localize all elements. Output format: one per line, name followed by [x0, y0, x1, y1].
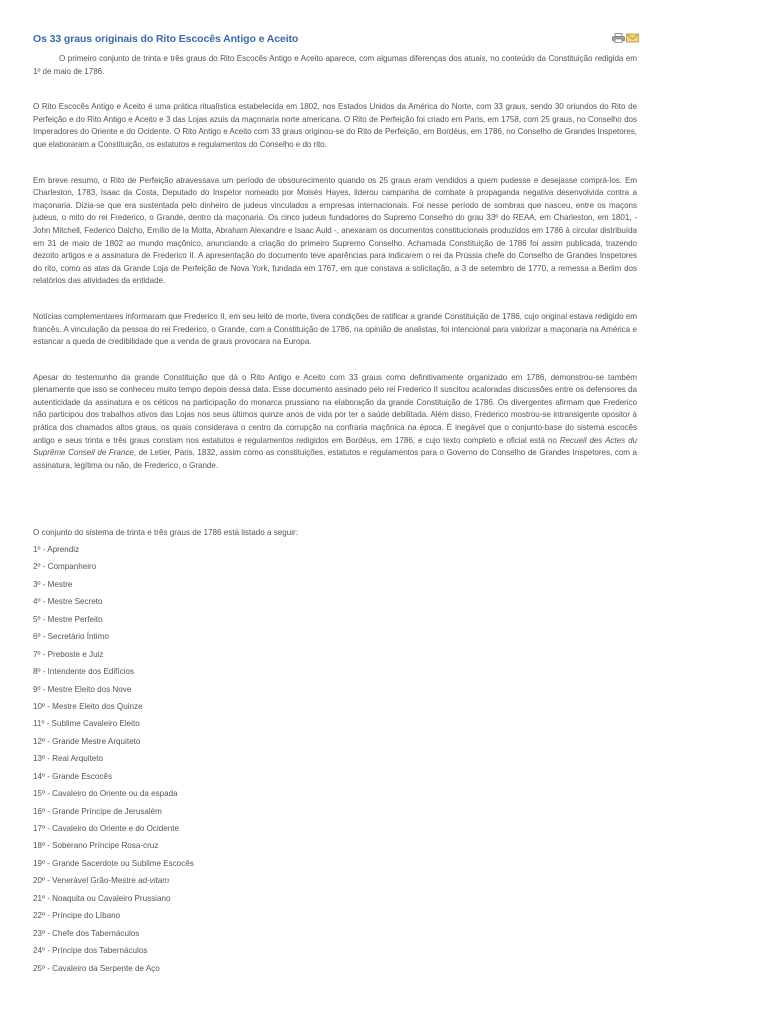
list-item: 10º - Mestre Eleito dos Quinze [33, 701, 143, 711]
list-item: 12º - Grande Mestre Arquiteto [33, 736, 141, 746]
list-item: 19º - Grande Sacerdote ou Sublime Escocês [33, 858, 194, 868]
list-item: 15º - Cavaleiro do Oriente ou da espada [33, 789, 178, 799]
article-tools [612, 33, 639, 43]
paragraph-intro: O primeiro conjunto de trinta e três graus do Rito Escocês Antigo e Aceito aparece, com algumas diferenças dos atuais, no conteúdo da Constituição redigida em 1º de maio de 1786. [33, 54, 637, 76]
list-item: 21º - Noaquita ou Cavaleiro Prussiano [33, 893, 171, 903]
degree-list [33, 544, 637, 980]
paragraph-summary: Em breve resumo, o Rito de Perfeição atravessava um período de obsourecimento quando os 25 graus eram vendidos a quem pudesse e desejasse comprá-los. Em Charleston, 1783, Isaac da Costa, Deputado do Inspetor nomeado por Moisés Hayes, liderou campanha de combate à propaganda negativa desenvolvida contra a maçonaria. Dizia-se que era sustentada pelo dinheiro de judeus vinculados a empresas internacionais. Foi nesse período de sombras que nasceu, entre os maçons judeus, o mito do rei Frederico, o Grande, dentro da maçonaria. Os cinco judeus fundadores do Supremo Conselho do grau 33º do REAA, em Charleston, em 1801, - John Mitchell, Federico Dalcho, Emílio de la Motta, Abraham Alexandre e Isaac Auld -, anexaram os documentos constitucionais produzidos em 1786 à circular distribuída em 31 de maio de 1802 ao mundo maçônico, anunciando a criação do primeiro Supremo Conselho. Achamada Constituição de 1786 foi assim publicada, trazendo dezoito artigos e a assinatura de Frederico II. A apresentação do documento teve aparências para indicarem o rei da Prússia chefe do Conselho de Grandes Inspetores do rito, como as atas da Grande Loja de Perfeição de Nova York, fundada em 1767, em que constava a solicitação, a 3 de setembro de 1770, a remessa a Berlim dos relatórios das atividades da entidade. [33, 175, 637, 286]
list-item: 1º - Aprendiz [33, 545, 80, 555]
list-item: 5º - Mestre Perfeito [33, 614, 103, 624]
testimony-text-a: Apesar do testemunho da grande Constituição que dá o Rito Antigo e Aceito com 33 graus como definitivamente organizado em 1786, demonstrou-se também plenamente que isso se conheceu muito tempo depois dessa data. Esse documento assinado pelo rei Frederico II suscitou acaloradas discussões entre os defensores da autenticidade da assinatura e os céticos na participação do monarca prussiano na elaboração da grande Constituição de 1786. Os divergentes afirmam que Frederico não participou dos trabalhos ativos das Lojas nos seus últimos quinze anos de vida por ter a saúde debilitada. Além disso, Frederico mostrou-se intransigente opositor à prática dos chamados altos graus, os quais considerava o centro da corrupção na confraria maçônica na época. É inegável que o conjunto-base do sistema escocês antigo e seus trinta e três graus constam nos estatutos e regulamentos redigidos em Bordéus, em 1786, e cujo texto completo e oficial está no [33, 372, 637, 445]
list-item: 14º - Grande Escocês [33, 771, 112, 781]
article [33, 0, 637, 980]
list-item: 16º - Grande Príncipe de Jerusalém [33, 806, 162, 816]
degree-list-intro: O conjunto do sistema de trinta e três graus de 1786 está listado a seguir: [33, 528, 298, 538]
paragraph-complementary-news: Notícias complementares informaram que Frederico II, em seu leito de morte, tivera condições de ratificar a grande Constituição de 1786, cujo original estava redigido em francês. A vinculação da pessoa do rei Frederico, o Grande, com a Constituição de 1786, na opinião de analistas, foi intencional para valorizar a maçonaria na América e estancar a queda de credibilidade que a venda de graus provocara na Europa. [33, 311, 637, 347]
paragraph-testimony [33, 372, 637, 473]
list-item: 8º - Intendente dos Edifícios [33, 667, 135, 677]
testimony-text-b: , de Letier, Paris, 1832, assim como as constituições, estatutos e regulamentos para o Governo do Conselho de Grandes Inspetores, com a assinatura, legítima ou não, de Frederico, o Grande. [33, 448, 637, 470]
article-header [33, 0, 637, 44]
list-item: 4º - Mestre Secreto [33, 597, 103, 607]
list-item [33, 875, 637, 892]
degree-20-italic: ad-vitam [138, 876, 170, 886]
list-item: 3º - Mestre [33, 579, 73, 589]
list-item: 7º - Preboste e Juiz [33, 649, 104, 659]
list-item: 11º - Sublime Cavaleiro Eleito [33, 719, 140, 729]
list-item: 18º - Soberano Príncipe Rosa-cruz [33, 841, 159, 851]
book-title: Recueil des Actes du Suprême Conseil de France [33, 435, 637, 458]
list-item: 2º - Companheiro [33, 562, 97, 572]
list-item: 25º - Cavaleiro da Serpente de Aço [33, 963, 160, 973]
paragraph-rite-origin: O Rito Escocês Antigo e Aceito é uma prática ritualística estabelecida em 1802, nos Estados Unidos da América do Norte, com 33 graus, sendo 30 oriundos do Rito de Perfeição e do Rito Antigo e Aceito e 3 das Lojas azuis da maçonaria norte americana. O Rito de Perfeição foi criado em Paris, em 1758, com 25 graus, no Conselho dos Imperadores do Oriente e do Ocidente. O Rito Antigo e Aceito com 33 graus originou-se do Rito de Perfeição, em Bordéus, em 1786, no Conselho de Grandes Inspetores, que elaboraram a Constituição, os estatutos e regulamentos do Conselho e do rito. [33, 102, 637, 149]
printer-icon[interactable] [612, 33, 625, 43]
list-item: 17º - Cavaleiro do Oriente e do Ocidente [33, 824, 180, 834]
degree-20-text: 20º - Venerável Grão-Mestre [33, 876, 139, 886]
page-title: Os 33 graus originais do Rito Escocês Antigo e Aceito [33, 33, 299, 45]
list-item: 9º - Mestre Eleito dos Nove [33, 684, 132, 694]
list-item: 6º - Secretário Íntimo [33, 632, 109, 642]
list-item: 23º - Chefe dos Tabernáculos [33, 928, 140, 938]
list-item: 13º - Real Arquiteto [33, 754, 103, 764]
list-item: 22º - Príncipe do Líbano [33, 911, 121, 921]
envelope-icon[interactable] [626, 33, 639, 43]
list-item: 24º - Príncipe dos Tabernáculos [33, 946, 148, 956]
